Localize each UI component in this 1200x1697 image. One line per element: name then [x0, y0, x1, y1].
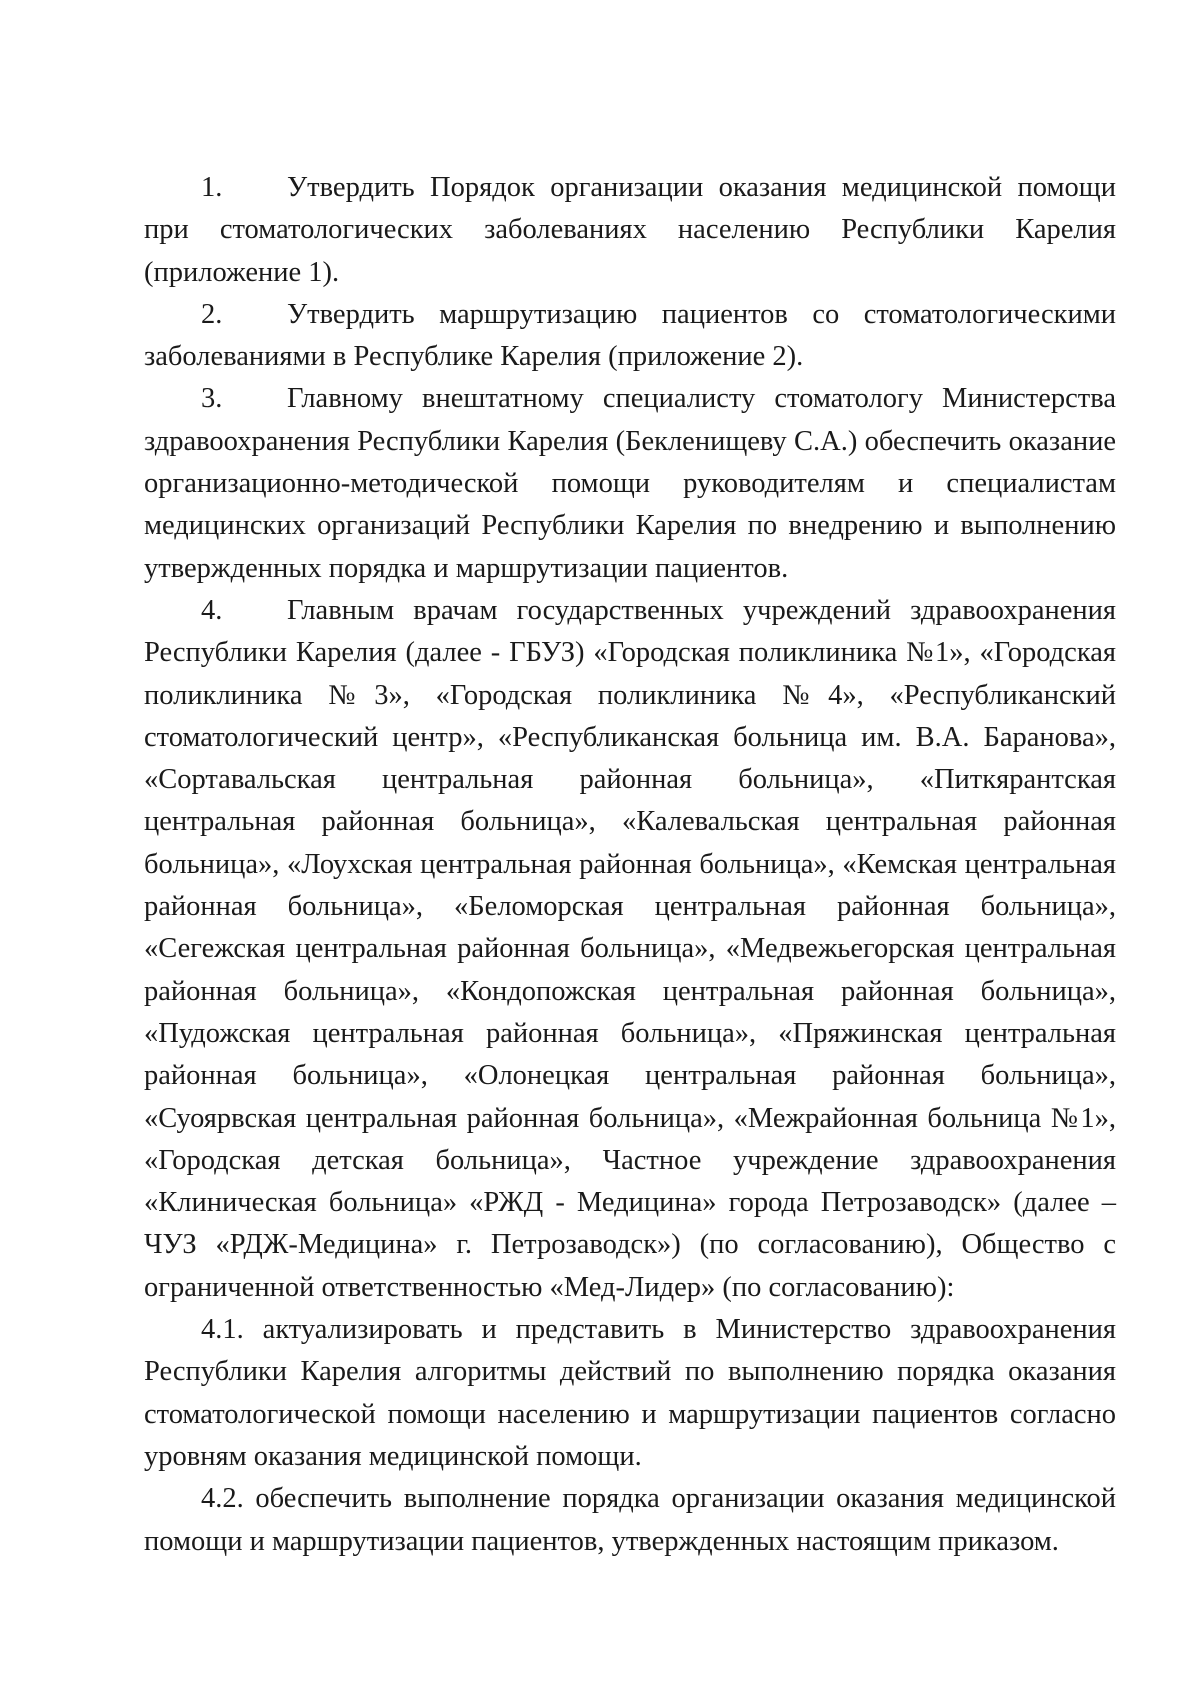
paragraph-4-1: [144, 1309, 1116, 1478]
paragraph-4: [144, 590, 1116, 1309]
paragraph-text: Главному внештатному специалисту стоматологу Министерства здравоохранения Республики Карелия (Бекленищеву С.А.) обеспечить оказание организационно-методической помощи руководителям и специалистам медицинских организаций Республики Карелия по внедрению и выполнению утвержденных порядка и маршрутизации пациентов.: [144, 383, 1116, 584]
paragraph-number: 2.: [201, 298, 223, 330]
paragraph-2: [144, 294, 1116, 379]
paragraph-number: 4.: [201, 594, 223, 626]
paragraph-text: Утвердить маршрутизацию пациентов со стоматологическими заболеваниями в Республике Карелия (приложение 2).: [144, 298, 1116, 373]
document-body: [144, 167, 1116, 1563]
paragraph-text: Главным врачам государственных учреждений здравоохранения Республики Карелия (далее - ГБУЗ) «Городская поликлиника №1», «Городская поликлиника №3», «Городская поликлиника №4», «Республиканский стоматологический центр», «Республиканская больница им. В.А. Баранова», «Сортавальская центральная районная больница», «Питкярантская центральная районная больница», «Калевальская центральная районная больница», «Лоухская центральная районная больница», «Кемская центральная районная больница», «Беломорская центральная районная больница», «Сегежская центральная районная больница», «Медвежьегорская центральная районная больница», «Кондопожская центральная районная больница», «Пудожская центральная районная больница», «Пряжинская центральная районная больница», «Олонецкая центральная районная больница», «Суоярвская центральная районная больница», «Межрайонная больница №1», «Городская детская больница», Частное учреждение здравоохранения «Клиническая больница» «РЖД - Медицина» города Петрозаводск» (далее – ЧУЗ «РДЖ-Медицина» г. Петрозаводск») (по согласованию), Общество с ограниченной ответственностью «Мед-Лидер» (по согласованию):: [144, 594, 1116, 1303]
paragraph-text: 4.2. обеспечить выполнение порядка организации оказания медицинской помощи и маршрутизации пациентов, утвержденных настоящим приказом.: [144, 1483, 1116, 1557]
paragraph-number: 1.: [201, 172, 223, 203]
paragraph-text: Утвердить Порядок организации оказания медицинской помощи при стоматологических заболеваниях населению Республики Карелия (приложение 1).: [144, 172, 1116, 288]
paragraph-1: [144, 167, 1116, 294]
paragraph-4-2: [144, 1478, 1116, 1563]
paragraph-3: [144, 378, 1116, 589]
paragraph-number: 3.: [201, 383, 223, 415]
paragraph-text: 4.1. актуализировать и представить в Министерство здравоохранения Республики Карелия алгоритмы действий по выполнению порядка оказания стоматологической помощи населению и маршрутизации пациентов согласно уровням оказания медицинской помощи.: [144, 1314, 1116, 1472]
